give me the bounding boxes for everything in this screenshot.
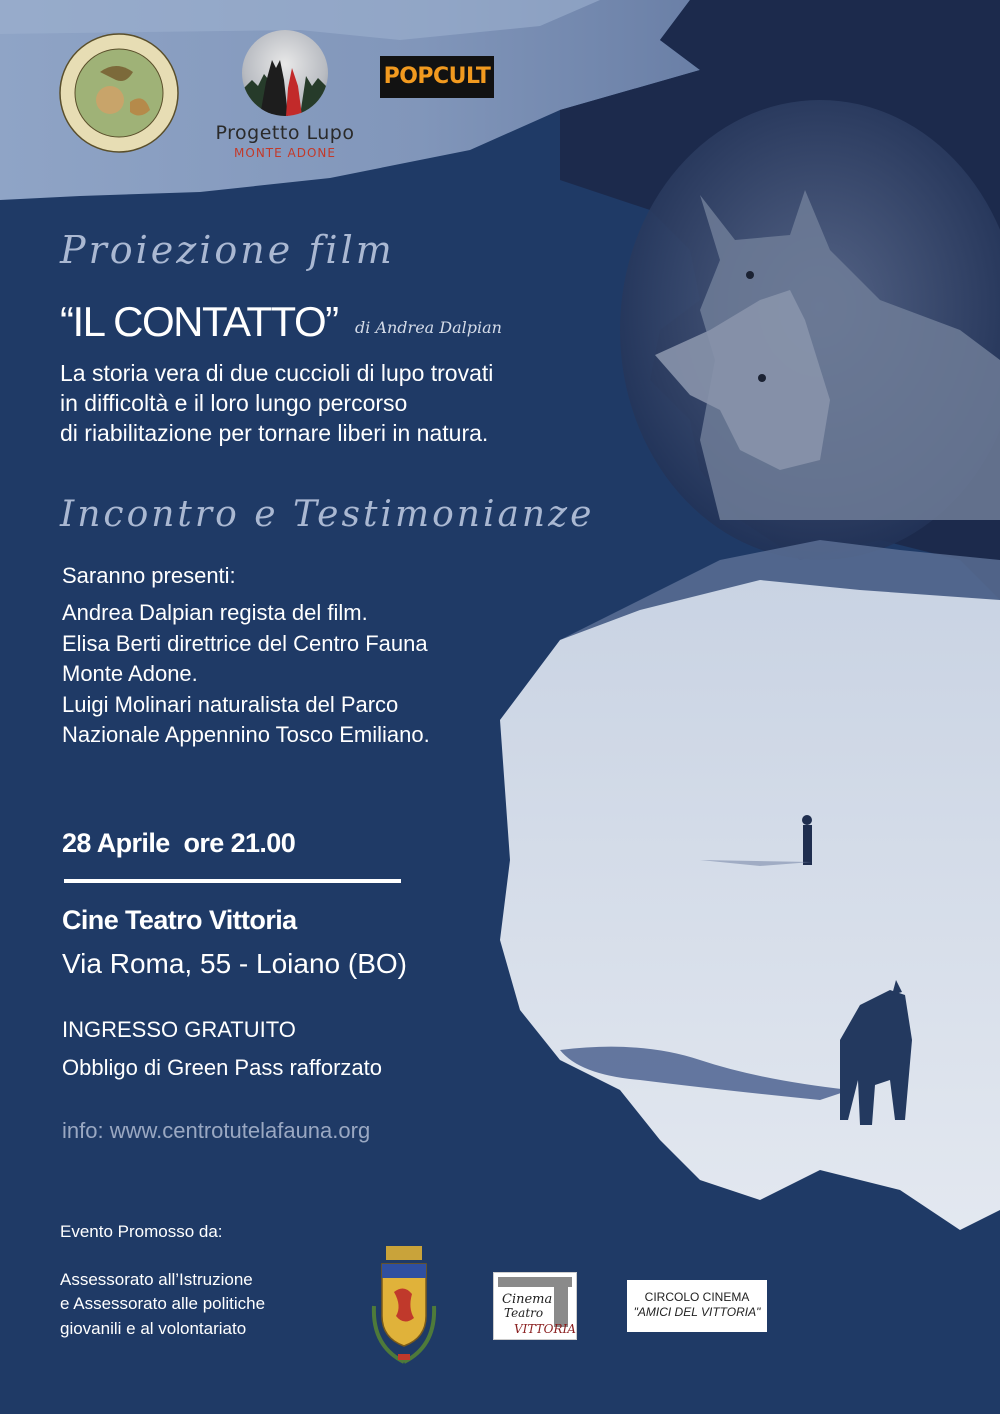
promo-line: giovanili e al volontariato: [60, 1318, 247, 1338]
synopsis-line: in difficoltà e il loro lungo percorso: [60, 390, 408, 416]
promo-label: Evento Promosso da:: [60, 1222, 223, 1241]
film-director-credit: di Andrea Dalpian: [355, 318, 502, 337]
guest-list: [62, 598, 522, 751]
comune-coat-of-arms-icon: [368, 1246, 440, 1368]
centro-tutela-fauna-logo: [58, 32, 180, 154]
cinema-logo-line2: Teatro: [504, 1306, 544, 1320]
guest-line: Andrea Dalpian regista del film.: [62, 600, 368, 625]
cinema-logo-line3: VITTORIA: [514, 1322, 576, 1336]
green-pass-note: Obbligo di Green Pass rafforzato: [62, 1055, 382, 1080]
synopsis-line: di riabilitazione per tornare liberi in natura.: [60, 420, 489, 446]
progetto-lupo-name: Progetto Lupo: [215, 122, 355, 144]
presenti-label: Saranno presenti:: [62, 563, 236, 588]
film-synopsis: [60, 358, 540, 448]
promo-line: e Assessorato alle politiche: [60, 1294, 266, 1314]
ingresso-gratuito: INGRESSO GRATUITO: [62, 1017, 296, 1042]
film-title: “IL CONTATTO”: [60, 298, 338, 345]
circolo-cinema-logo: [627, 1280, 767, 1332]
progetto-lupo-subtitle: MONTE ADONE: [234, 146, 336, 160]
guest-line: Nazionale Appennino Tosco Emiliano.: [62, 722, 430, 748]
circolo-line: "AMICI DEL VITTORIA": [633, 1305, 761, 1319]
section-title-proiezione: Proiezione film: [60, 228, 395, 272]
section-title-incontro: Incontro e Testimonianze: [60, 494, 595, 535]
event-address: Via Roma, 55 - Loiano (BO): [62, 948, 407, 979]
promo-body: [60, 1268, 350, 1341]
event-date: 28 Aprile ore 21.00: [62, 828, 296, 858]
event-venue: Cine Teatro Vittoria: [62, 905, 297, 935]
promo-line: Assessorato all’Istruzione: [60, 1270, 253, 1289]
popcult-logo: POPCULT: [380, 56, 494, 98]
progetto-lupo-logo: [200, 30, 370, 170]
cinema-teatro-vittoria-logo: [493, 1272, 577, 1340]
divider: [64, 879, 401, 883]
moon-icon: [242, 30, 328, 116]
info-website-link[interactable]: info: www.centrotutelafauna.org: [62, 1118, 371, 1143]
guest-line: Elisa Berti direttrice del Centro Fauna: [62, 630, 428, 656]
guest-line: Monte Adone.: [62, 661, 198, 687]
cinema-logo-line1: Cinema: [502, 1292, 553, 1307]
circolo-line: CIRCOLO CINEMA: [644, 1290, 750, 1304]
synopsis-line: La storia vera di due cuccioli di lupo trovati: [60, 360, 494, 386]
guest-line: Luigi Molinari naturalista del Parco: [62, 691, 399, 717]
